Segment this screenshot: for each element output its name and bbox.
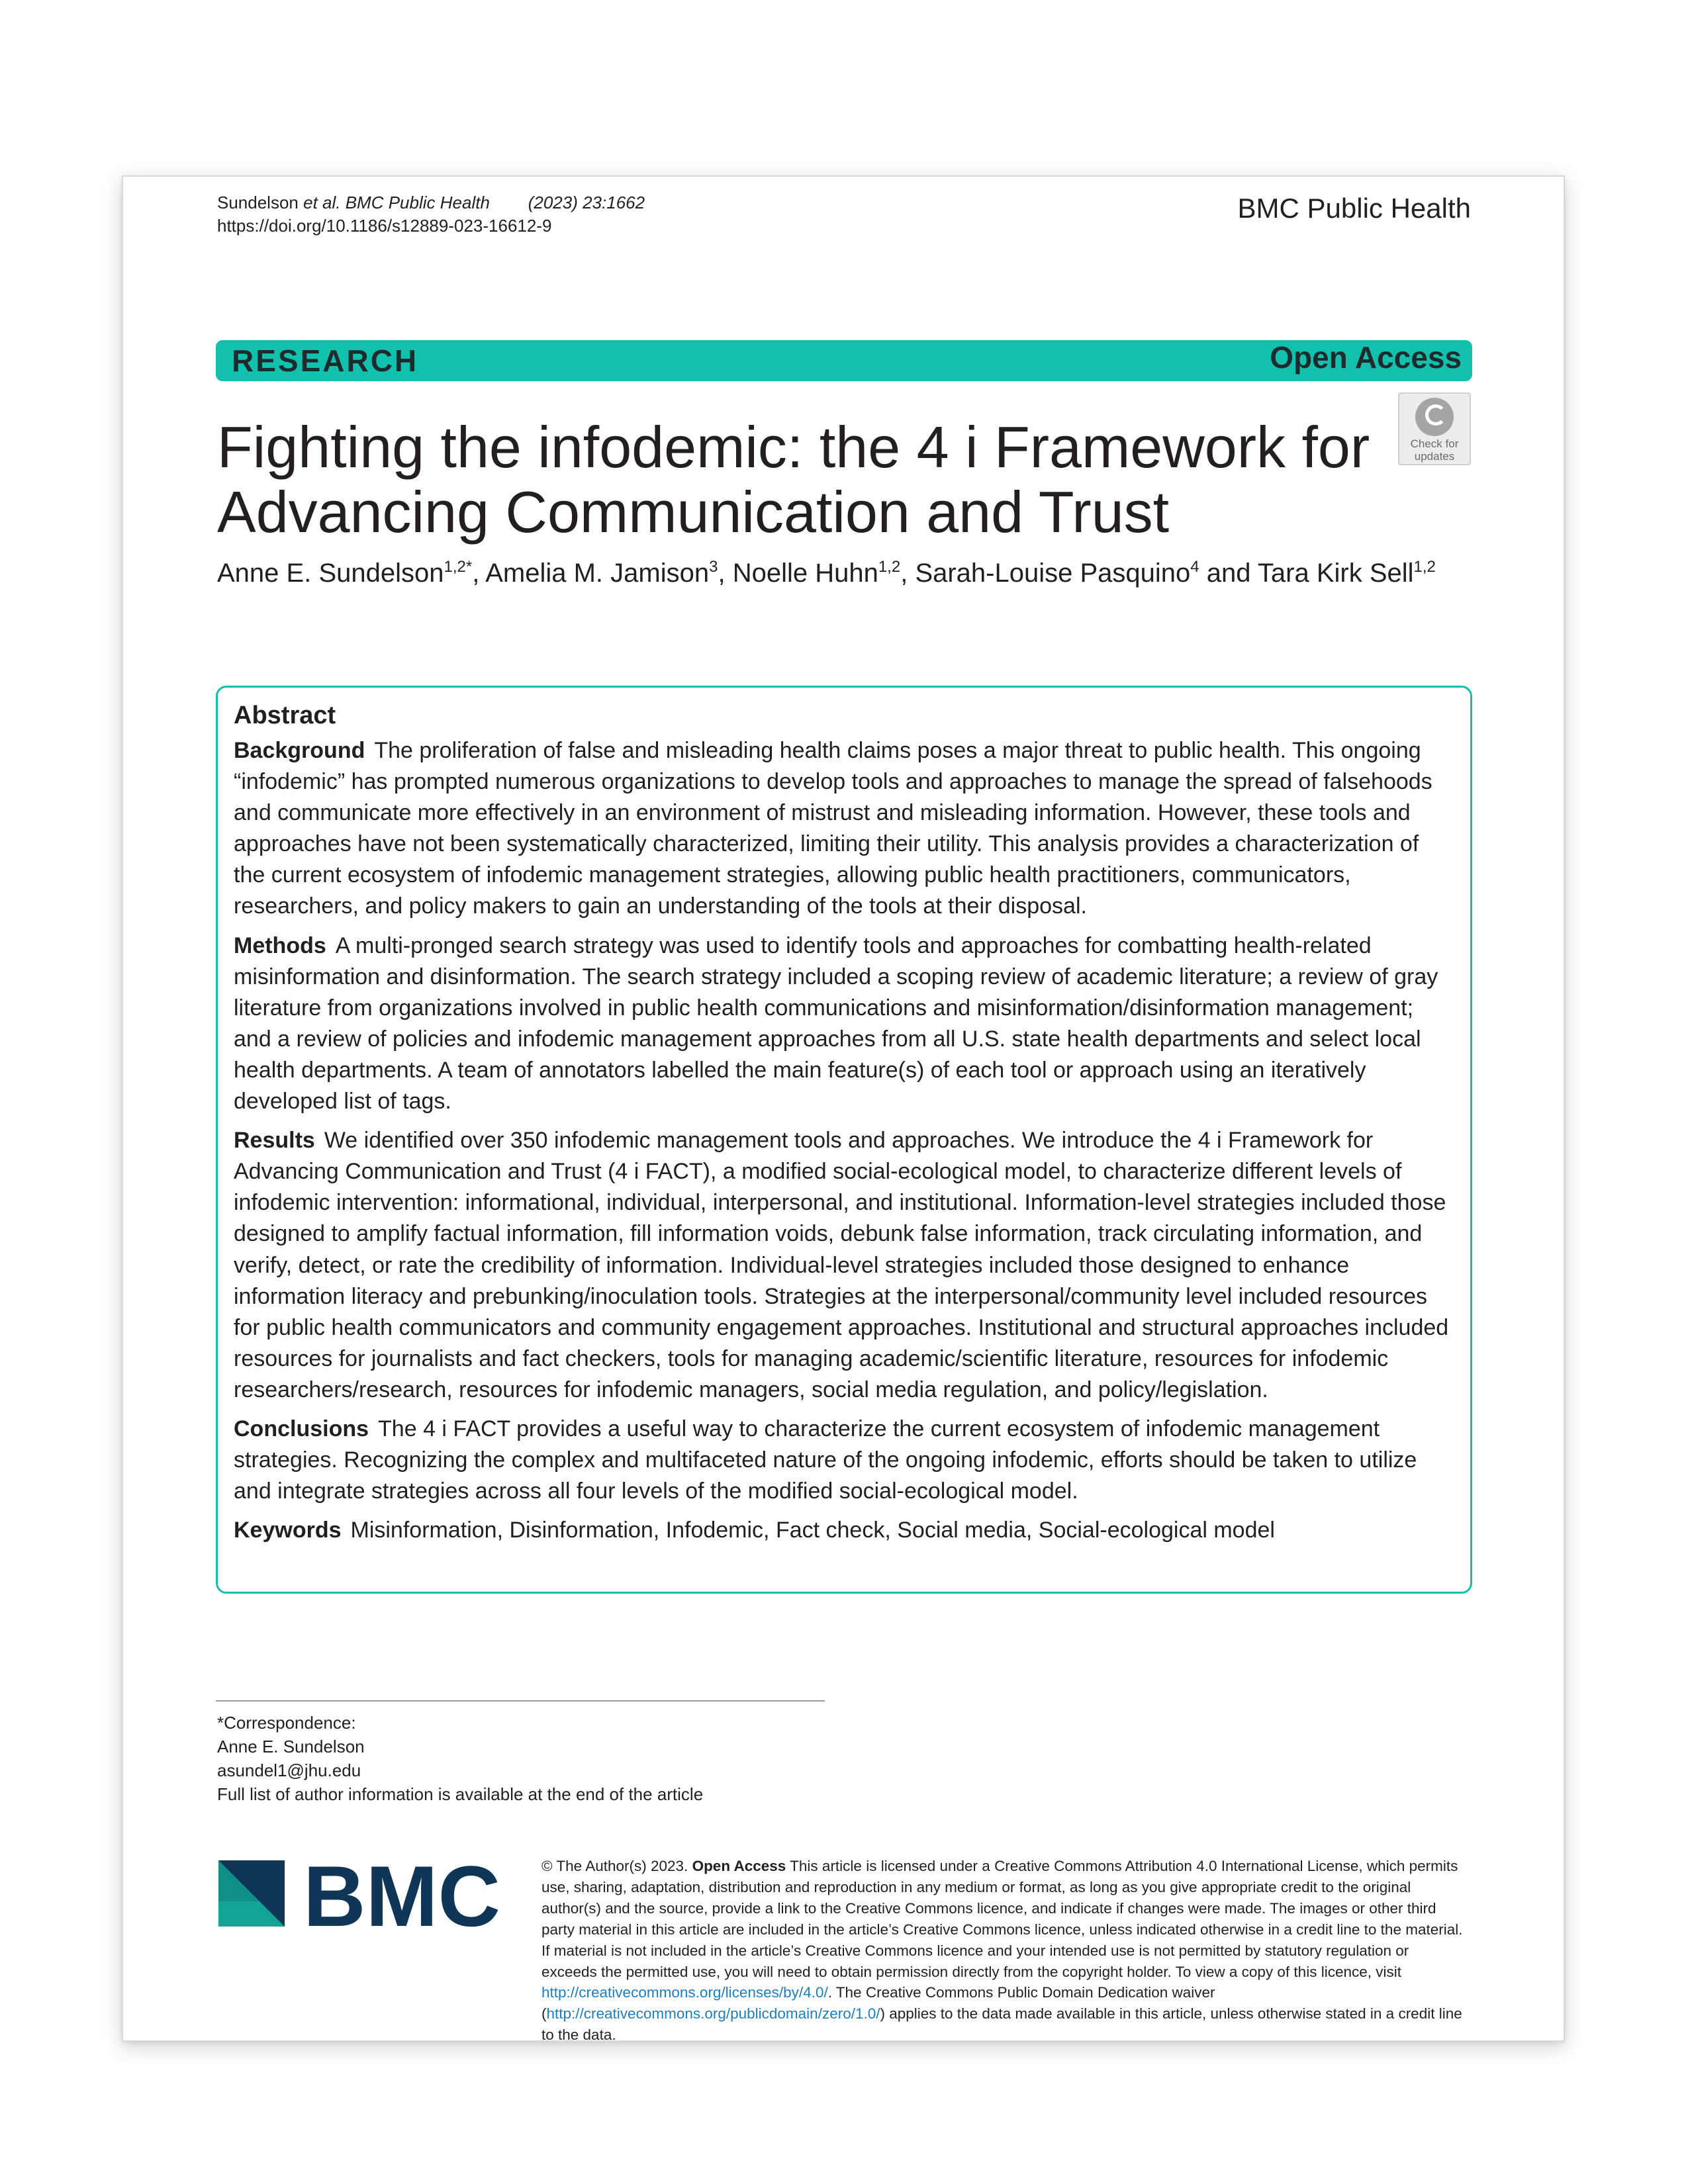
abstract-keywords: Keywords Misinformation, Disinformation, Infodemic, Fact check, Social media, Social-ecological model [234,1518,1275,1543]
section-label: Background [234,738,365,763]
bmc-logo-text: BMC [303,1858,500,1937]
article-type-label: RESEARCH [232,343,419,378]
author-affiliation: 1,2 [878,558,901,576]
author-affiliation: 3 [709,558,718,576]
license-open-access: Open Access [692,1858,786,1874]
author-affiliation: 4 [1190,558,1199,576]
citation-block [217,191,645,238]
author-name: Sarah-Louise Pasquino [915,559,1191,588]
license-link-cc-by[interactable]: http://creativecommons.org/licenses/by/4.0/ [541,1984,828,2001]
journal-name: BMC Public Health [1237,193,1471,224]
check-updates-label: Check for updates [1410,437,1459,463]
license-statement: © The Author(s) 2023. Open Access This article is licensed under a Creative Commons Attribution 4.0 International License, which permits use, sharing, adaptation, distribution and reproduction in any medium or format, as long as you give appropriate credit to the original author(s) and the source, provide a link to the Creative Commons licence, and indicate if changes were made. The images or other third party material in this article are included in the article’s Creative Commons licence, unless indicated otherwise in a credit line to the material. If material is not included in the article’s Creative Commons licence and your intended use is not permitted by statutory regulation or exceeds the permitted use, you will need to obtain permission directly from the copyright holder. To view a copy of this licence, visit http://creativecommons.org/licenses/by/4.0/. The Creative Commons Public Domain Dedication waiver (http://creativecommons.org/publicdomain/zero/1.0/) applies to the data made available in this article, unless otherwise stated in a credit line to the data. [541,1858,1463,2044]
abstract-background: Background The proliferation of false and misleading health claims poses a major threat to public health. This ongoing “infodemic” has prompted numerous organizations to develop tools and approaches to manage the spread of falsehoods and communicate more effectively in an environment of mistrust and misleading information. However, these tools and approaches have not been systematically characterized, limiting their utility. This analysis provides a characterization of the current ecosystem of infodemic management strategies, allowing public health practitioners, communicators, researchers, and policy makers to gain an understanding of the tools at their disposal. [234,738,1432,919]
bmc-logo [218,1858,503,1937]
author-affiliation: 1,2* [444,558,473,576]
section-label: Conclusions [234,1416,369,1441]
section-label: Results [234,1128,315,1154]
article-title: Fighting the infodemic: the 4 i Framework for Advancing Communication and Trust [217,414,1370,545]
author-list: Anne E. Sundelson$^{1,2*}$, Amelia M. Jamison$^3$, Noelle Huhn$^{1,2}$, Sarah-Louise Pasquino$^4$ and Tara Kirk Sell$^{1,2}$ [217,558,1436,588]
citation-author: Sundelson [217,193,299,212]
article-page [122,175,1565,2042]
article-type-banner [216,340,1472,381]
license-link-cc0[interactable]: http://creativecommons.org/publicdomain/zero/1.0/ [546,2005,880,2023]
abstract-methods: Methods A multi-pronged search strategy was used to identify tools and approaches for combatting health-related misinformation and disinformation. The search strategy included a scoping review of academic literature; a review of gray literature from organizations involved in public health communications and misinformation/disinformation management; and a review of policies and infodemic management approaches from all U.S. state health departments and select local health departments. A team of annotators labelled the main feature(s) of each tool or approach using an iteratively developed list of tags. [234,933,1438,1115]
author-name: Amelia M. Jamison [485,559,710,588]
author-name: Tara Kirk Sell [1257,559,1414,588]
citation-journal: et al. BMC Public Health [303,193,490,212]
abstract-results: Results We identified over 350 infodemic management tools and approaches. We introduce the 4 i Framework for Advancing Communication and Trust (4 i FACT), a modified social-ecological model, to characterize different levels of infodemic intervention: informational, individual, interpersonal, and institutional. Information-level strategies included those designed to amplify factual information, fill information voids, debunk false information, track circulating information, and verify, detect, or rate the credibility of information. Individual-level strategies included those designed to enhance information literacy and prebunking/inoculation tools. Strategies at the interpersonal/community level included resources for public health communicators and community engagement approaches. Institutional and structural approaches included resources for journalists and fact checkers, tools for managing academic/scientific literature, resources for infodemic researchers/research, resources for infodemic managers, social media regulation, and policy/legislation. [234,1128,1449,1402]
correspondence-name: Anne E. Sundelson [217,1737,365,1756]
section-label: Keywords [234,1518,342,1543]
check-updates-icon [1415,398,1454,436]
section-label: Methods [234,933,326,958]
citation-year: (2023) 23:1662 [528,193,645,212]
correspondence-email[interactable]: asundel1@jhu.edu [217,1760,361,1780]
correspondence-label: *Correspondence: [217,1713,356,1733]
correspondence-block [217,1711,703,1806]
author-affiliation: 1,2 [1413,558,1436,576]
open-access-label: Open Access [1270,340,1462,375]
footnote-divider [216,1700,825,1702]
author-info-note: Full list of author information is available at the end of the article [217,1784,704,1804]
doi-link[interactable]: https://doi.org/10.1186/s12889-023-16612-9 [217,216,552,236]
check-for-updates-badge[interactable] [1398,392,1471,465]
author-name: Anne E. Sundelson [217,559,444,588]
author-name: Noelle Huhn [732,559,878,588]
abstract-box [216,686,1472,1594]
abstract-conclusions: Conclusions The 4 i FACT provides a useful way to characterize the current ecosystem of infodemic management strategies. Recognizing the complex and multifaceted nature of the ongoing infodemic, efforts should be taken to utilize and integrate strategies across all four levels of the modified social-ecological model. [234,1416,1417,1504]
abstract-heading: Abstract [234,702,336,729]
